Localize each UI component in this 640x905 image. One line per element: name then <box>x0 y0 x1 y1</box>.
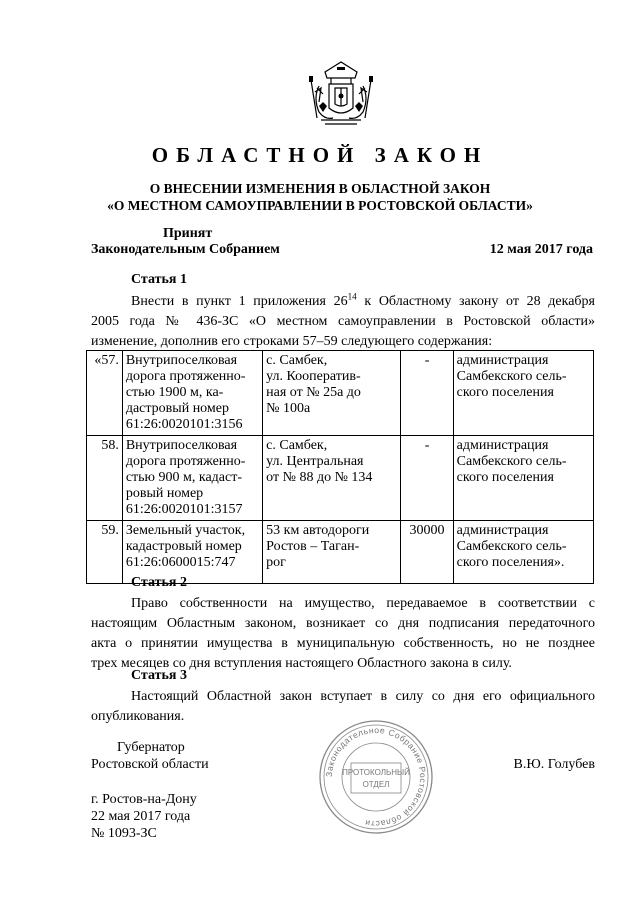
adoption-date: 12 мая 2017 года <box>489 242 593 257</box>
object-address: 53 км автодороги Ростов – Таган- рог <box>263 521 401 584</box>
object-name: Земельный участок, кадастровый номер 61:26:0600015:747 <box>122 521 262 584</box>
adopting-body: Законодательным Собранием <box>91 242 280 257</box>
article-3-line: Настоящий Областной закон вступает в силу со дня его официального <box>131 689 595 704</box>
article-2-line: Право собственности на имущество, передаваемое в соответствии с <box>131 596 595 611</box>
object-name: Внутрипоселковая дорога протяженно- стью 1900 м, ка- дастровый номер 61:26:0020101:3156 <box>122 351 262 436</box>
article-1-heading: Статья 1 <box>131 272 187 287</box>
stamp-center-line2: ОТДЕЛ <box>362 780 390 789</box>
stamp-center-line1: ПРОТОКОЛЬНЫЙ <box>342 768 410 777</box>
article-2-text <box>91 594 595 674</box>
additions-table <box>86 350 594 584</box>
signatory-position-line1: Губернатор <box>117 740 185 755</box>
svg-text:Законодательное Собрание Росто <box>324 725 428 829</box>
object-area: 30000 <box>401 521 453 584</box>
coat-of-arms-emblem <box>305 58 377 130</box>
article-2-line: настоящим Областным законом, возникает со дня подписания передаточного <box>91 616 595 631</box>
law-title: ОБЛАСТНОЙ ЗАКОН <box>151 143 489 167</box>
law-subtitle-line1: О ВНЕСЕНИИ ИЗМЕНЕНИЯ В ОБЛАСТНОЙ ЗАКОН <box>149 181 491 196</box>
stamp-ring-text: Законодательное Собрание Ростовской области <box>323 724 429 830</box>
signing-city: г. Ростов-на-Дону <box>91 792 197 807</box>
article-1-line: изменение, дополнив его строками 57–59 следующего содержания: <box>91 334 493 349</box>
official-stamp <box>317 718 435 836</box>
object-address: с. Самбек, ул. Центральная от № 88 до № 134 <box>263 436 401 521</box>
signatory-position-line2: Ростовской области <box>91 757 209 772</box>
row-number: 59. <box>87 521 123 584</box>
adopted-label: Принят <box>163 226 213 241</box>
article-1-line: 2005 года № 436-ЗС «О местном самоуправлении в Ростовской области» <box>91 314 595 329</box>
law-number: № 1093-ЗС <box>91 826 157 841</box>
article-2-line: акта о принятии имущества в муниципальную собственность, но не позднее <box>91 636 595 651</box>
row-number: 58. <box>87 436 123 521</box>
article-3-heading: Статья 3 <box>131 668 187 683</box>
table-row <box>87 436 594 521</box>
object-recipient: администрация Самбекского сель- ского поселения <box>453 351 593 436</box>
object-name: Внутрипоселковая дорога протяженно- стью 900 м, кадаст- ровый номер 61:26:0020101:3157 <box>122 436 262 521</box>
law-subtitle-line2: «О МЕСТНОМ САМОУПРАВЛЕНИИ В РОСТОВСКОЙ ОБЛАСТИ» <box>107 198 533 213</box>
table-row <box>87 351 594 436</box>
signatory-name: В.Ю. Голубев <box>513 757 595 772</box>
object-area: - <box>401 351 453 436</box>
row-number: «57. <box>87 351 123 436</box>
object-area: - <box>401 436 453 521</box>
article-1-text <box>91 292 595 352</box>
object-address: с. Самбек, ул. Кооператив- ная от № 25а до № 100а <box>263 351 401 436</box>
article-2-line: трех месяцев со дня вступления настоящего Областного закона в силу. <box>91 656 512 671</box>
article-3-line: опубликования. <box>91 709 185 724</box>
object-recipient: администрация Самбекского сель- ского поселения <box>453 436 593 521</box>
signing-date: 22 мая 2017 года <box>91 809 191 824</box>
object-recipient: администрация Самбекского сель- ского поселения». <box>453 521 593 584</box>
article-2-heading: Статья 2 <box>131 575 187 590</box>
article-1-line: Внести в пункт 1 приложения $26^{14}$ к Областному закону от 28 декабря <box>131 291 595 309</box>
